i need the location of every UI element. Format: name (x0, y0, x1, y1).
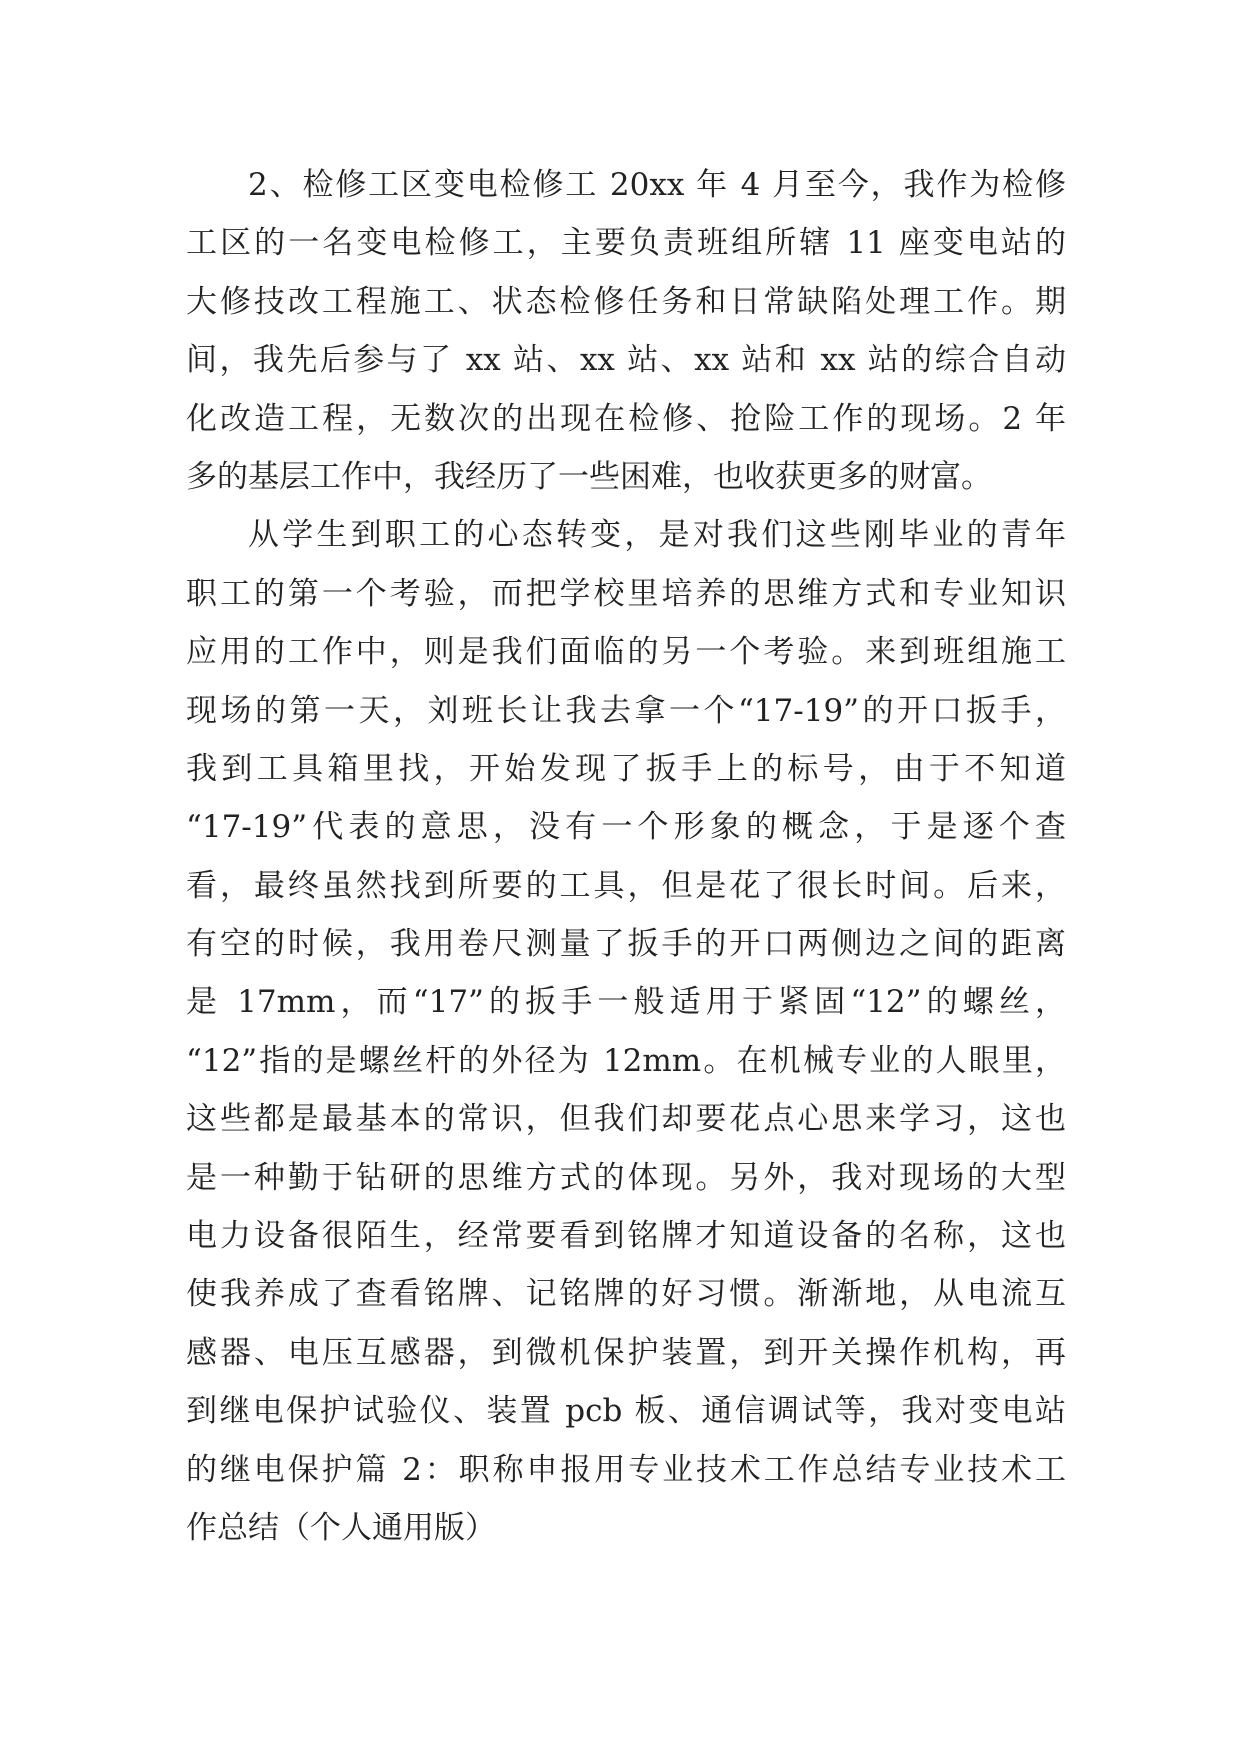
text-line: 使我养成了查看铭牌、记铭牌的好习惯。渐渐地，从电流互 (186, 1276, 1066, 1313)
text-line: 从学生到职工的心态转变，是对我们这些刚毕业的青年 (248, 517, 1066, 554)
text-line: 间，我先后参与了 xx 站、xx 站、xx 站和 xx 站的综合自动 (186, 342, 1066, 379)
text-line: 化改造工程，无数次的出现在检修、抢险工作的现场。2 年 (186, 400, 1066, 437)
body-text (186, 156, 1066, 1557)
text-line: 职工的第一个考验，而把学校里培养的思维方式和专业知识 (186, 575, 1066, 612)
text-line: 作总结（个人通用版） (186, 1509, 496, 1546)
text-line: 工区的一名变电检修工，主要负责班组所辖 11 座变电站的 (186, 225, 1066, 262)
text-line: 多的基层工作中，我经历了一些困难，也收获更多的财富。 (186, 458, 992, 495)
text-line: 有空的时候，我用卷尺测量了扳手的开口两侧边之间的距离 (186, 926, 1066, 963)
text-line: 的继电保护篇 2：职称申报用专业技术工作总结专业技术工 (186, 1451, 1066, 1488)
text-line: 电力设备很陌生，经常要看到铭牌才知道设备的名称，这也 (186, 1218, 1066, 1255)
text-line: 大修技改工程施工、状态检修任务和日常缺陷处理工作。期 (186, 283, 1066, 320)
text-line: 是一种勤于钻研的思维方式的体现。另外，我对现场的大型 (186, 1159, 1066, 1196)
text-line: 感器、电压互感器，到微机保护装置，到开关操作机构，再 (186, 1334, 1066, 1371)
paragraph-1 (186, 156, 1066, 506)
text-line: 是 17mm，而“17”的扳手一般适用于紧固“12”的螺丝， (186, 984, 1066, 1021)
text-line: “12”指的是螺丝杆的外径为 12mm。在机械专业的人眼里， (186, 1042, 1066, 1079)
text-line: 到继电保护试验仪、装置 pcb 板、通信调试等，我对变电站 (186, 1393, 1066, 1430)
text-line: 2、检修工区变电检修工 20xx 年 4 月至今，我作为检修 (248, 167, 1066, 203)
paragraph-2 (186, 506, 1066, 1557)
text-line: “17-19”代表的意思，没有一个形象的概念，于是逐个查 (186, 809, 1066, 846)
text-line: 我到工具箱里找，开始发现了扳手上的标号，由于不知道 (186, 750, 1066, 787)
text-line: 看，最终虽然找到所要的工具，但是花了很长时间。后来， (186, 867, 1066, 904)
text-line: 现场的第一天，刘班长让我去拿一个“17-19”的开口扳手， (186, 692, 1066, 729)
text-line: 这些都是最基本的常识，但我们却要花点心思来学习，这也 (186, 1101, 1066, 1138)
text-line: 应用的工作中，则是我们面临的另一个考验。来到班组施工 (186, 634, 1066, 671)
